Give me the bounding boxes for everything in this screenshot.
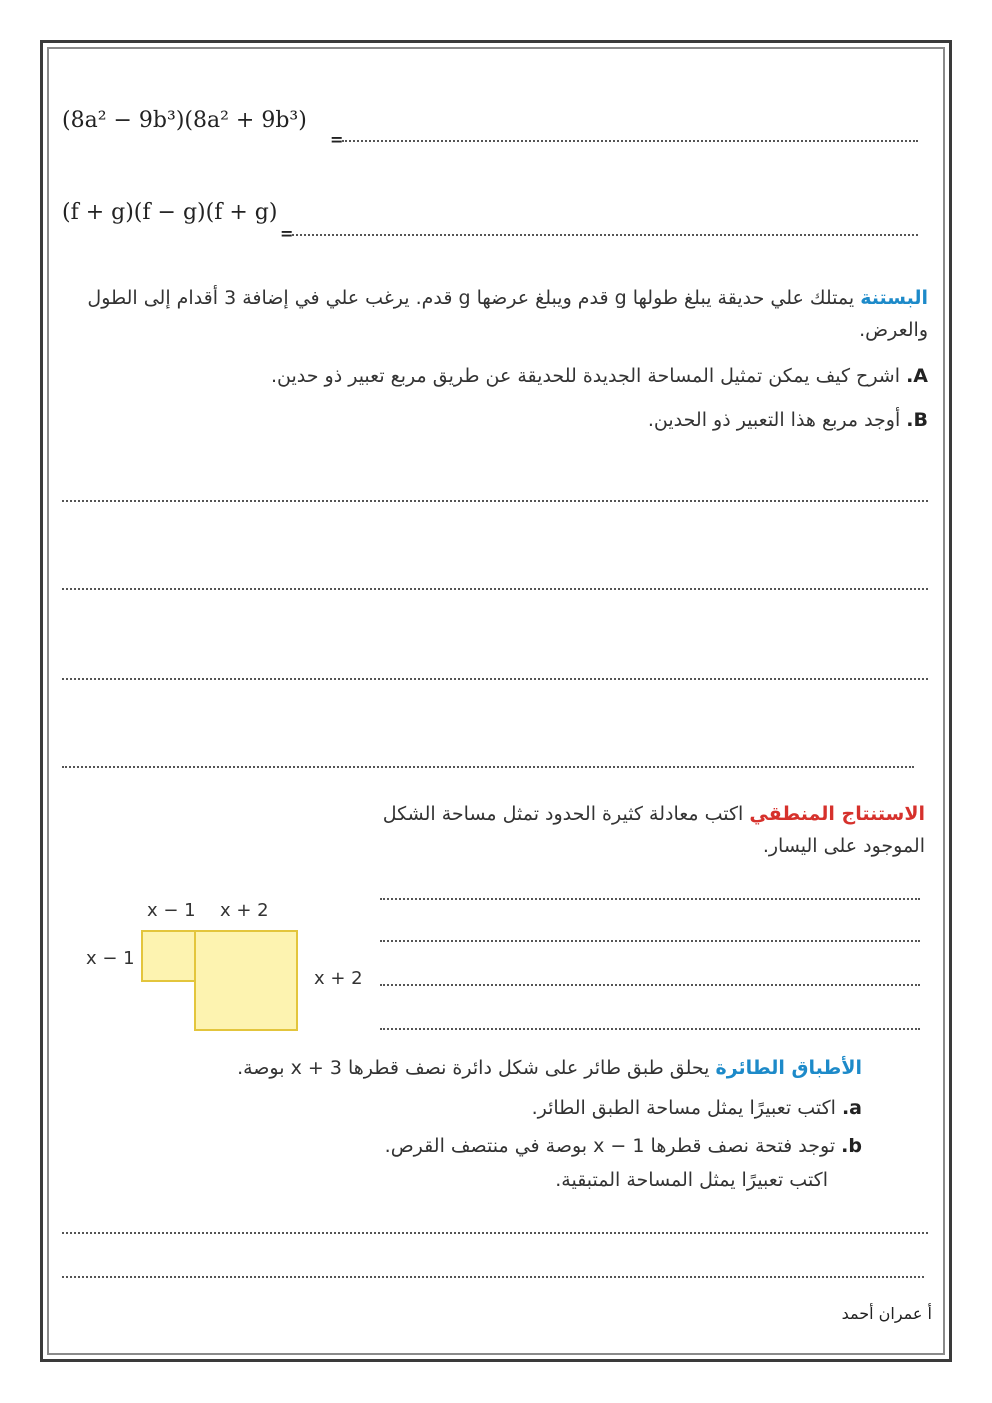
- author-credit: أ عمران أحمد: [841, 1304, 932, 1323]
- answer-line-10[interactable]: [380, 1028, 920, 1030]
- answer-line-7[interactable]: [380, 898, 920, 900]
- plates-keyword: الأطباق الطائرة: [715, 1057, 862, 1079]
- expression-1: (8a² − 9b³)(8a² + 9b³): [62, 108, 307, 133]
- garden-part-a: [68, 360, 928, 392]
- garden-part-a-text: اشرح كيف يمكن تمثيل المساحة الجديدة للحديقة عن طريق مربع تعبير ذو حدين.: [270, 365, 901, 387]
- garden-part-b-letter: B.: [906, 409, 928, 431]
- answer-line-1[interactable]: [342, 140, 918, 142]
- answer-line-9[interactable]: [380, 984, 920, 986]
- equals-sign-2: =: [280, 224, 294, 243]
- logic-text: اكتب معادلة كثيرة الحدود تمثل مساحة الشكل الموجود على اليسار.: [382, 803, 925, 857]
- plates-part-b-letter: b.: [841, 1135, 862, 1157]
- answer-line-6[interactable]: [62, 766, 914, 768]
- answer-line-12[interactable]: [62, 1276, 924, 1278]
- logic-problem: [340, 798, 925, 862]
- small-square: [142, 931, 195, 981]
- garden-part-b: [68, 404, 928, 436]
- large-square: [195, 931, 297, 1030]
- plates-problem: [80, 1052, 862, 1084]
- garden-problem: [68, 282, 928, 346]
- figure-label-top-left: x − 1: [147, 900, 196, 921]
- expression-2: (f + g)(f − g)(f + g): [62, 200, 278, 225]
- equals-sign-1: =: [330, 130, 344, 149]
- figure-label-top-right: x + 2: [220, 900, 269, 921]
- plates-part-b: [80, 1130, 862, 1162]
- answer-line-3[interactable]: [62, 500, 928, 502]
- logic-keyword: الاستنتاج المنطقي: [749, 803, 925, 825]
- garden-keyword: البستنة: [860, 287, 928, 309]
- figure-label-left: x − 1: [86, 948, 135, 969]
- garden-text: يمتلك علي حديقة يبلغ طولها g قدم ويبلغ عرضها g قدم. يرغب علي في إضافة 3 أقدام إلى الطول والعرض.: [87, 287, 928, 341]
- garden-part-a-letter: A.: [906, 365, 928, 387]
- answer-line-4[interactable]: [62, 588, 928, 590]
- plates-part-a-text: اكتب تعبيرًا يمثل مساحة الطبق الطائر.: [531, 1097, 836, 1119]
- plates-part-a: [80, 1092, 862, 1124]
- plates-text: يحلق طبق طائر على شكل دائرة نصف قطرها x + 3 بوصة.: [237, 1057, 716, 1079]
- answer-line-5[interactable]: [62, 678, 928, 680]
- figure-label-right: x + 2: [314, 968, 363, 989]
- answer-line-2[interactable]: [292, 234, 918, 236]
- plates-part-b-text: توجد فتحة نصف قطرها x − 1 بوصة في منتصف القرص.: [384, 1135, 836, 1157]
- plates-part-a-letter: a.: [841, 1097, 862, 1119]
- garden-part-b-text: أوجد مربع هذا التعبير ذو الحدين.: [647, 409, 901, 431]
- plates-part-b-line2: اكتب تعبيرًا يمثل المساحة المتبقية.: [555, 1169, 828, 1191]
- answer-line-11[interactable]: [62, 1232, 928, 1234]
- answer-line-8[interactable]: [380, 940, 920, 942]
